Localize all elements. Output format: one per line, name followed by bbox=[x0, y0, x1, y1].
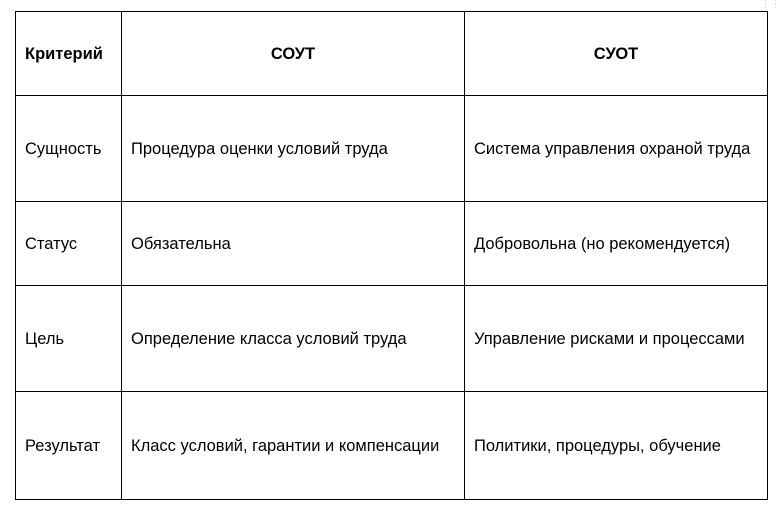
criterion-cell: Цель bbox=[16, 286, 122, 392]
suot-cell: Управление рисками и процессами bbox=[465, 286, 768, 392]
criterion-cell: Результат bbox=[16, 392, 122, 500]
suot-cell: Политики, процедуры, обучение bbox=[465, 392, 768, 500]
suot-cell: Система управления охраной труда bbox=[465, 96, 768, 202]
sout-cell: Определение класса условий труда bbox=[122, 286, 465, 392]
criterion-cell: Сущность bbox=[16, 96, 122, 202]
criterion-cell: Статус bbox=[16, 202, 122, 286]
suot-cell: Добровольна (но рекомендуется) bbox=[465, 202, 768, 286]
table-row bbox=[16, 96, 768, 202]
table-row bbox=[16, 392, 768, 500]
corner-dots-decoration: ⋮⋮ bbox=[761, 0, 781, 9]
header-row bbox=[16, 12, 768, 96]
sout-cell: Процедура оценки условий труда bbox=[122, 96, 465, 202]
table-row bbox=[16, 202, 768, 286]
sout-cell: Обязательна bbox=[122, 202, 465, 286]
header-sout: СОУТ bbox=[122, 12, 465, 96]
sout-cell: Класс условий, гарантии и компенсации bbox=[122, 392, 465, 500]
header-criterion: Критерий bbox=[16, 12, 122, 96]
header-suot: СУОТ bbox=[465, 12, 768, 96]
comparison-table bbox=[15, 11, 768, 500]
table-row bbox=[16, 286, 768, 392]
